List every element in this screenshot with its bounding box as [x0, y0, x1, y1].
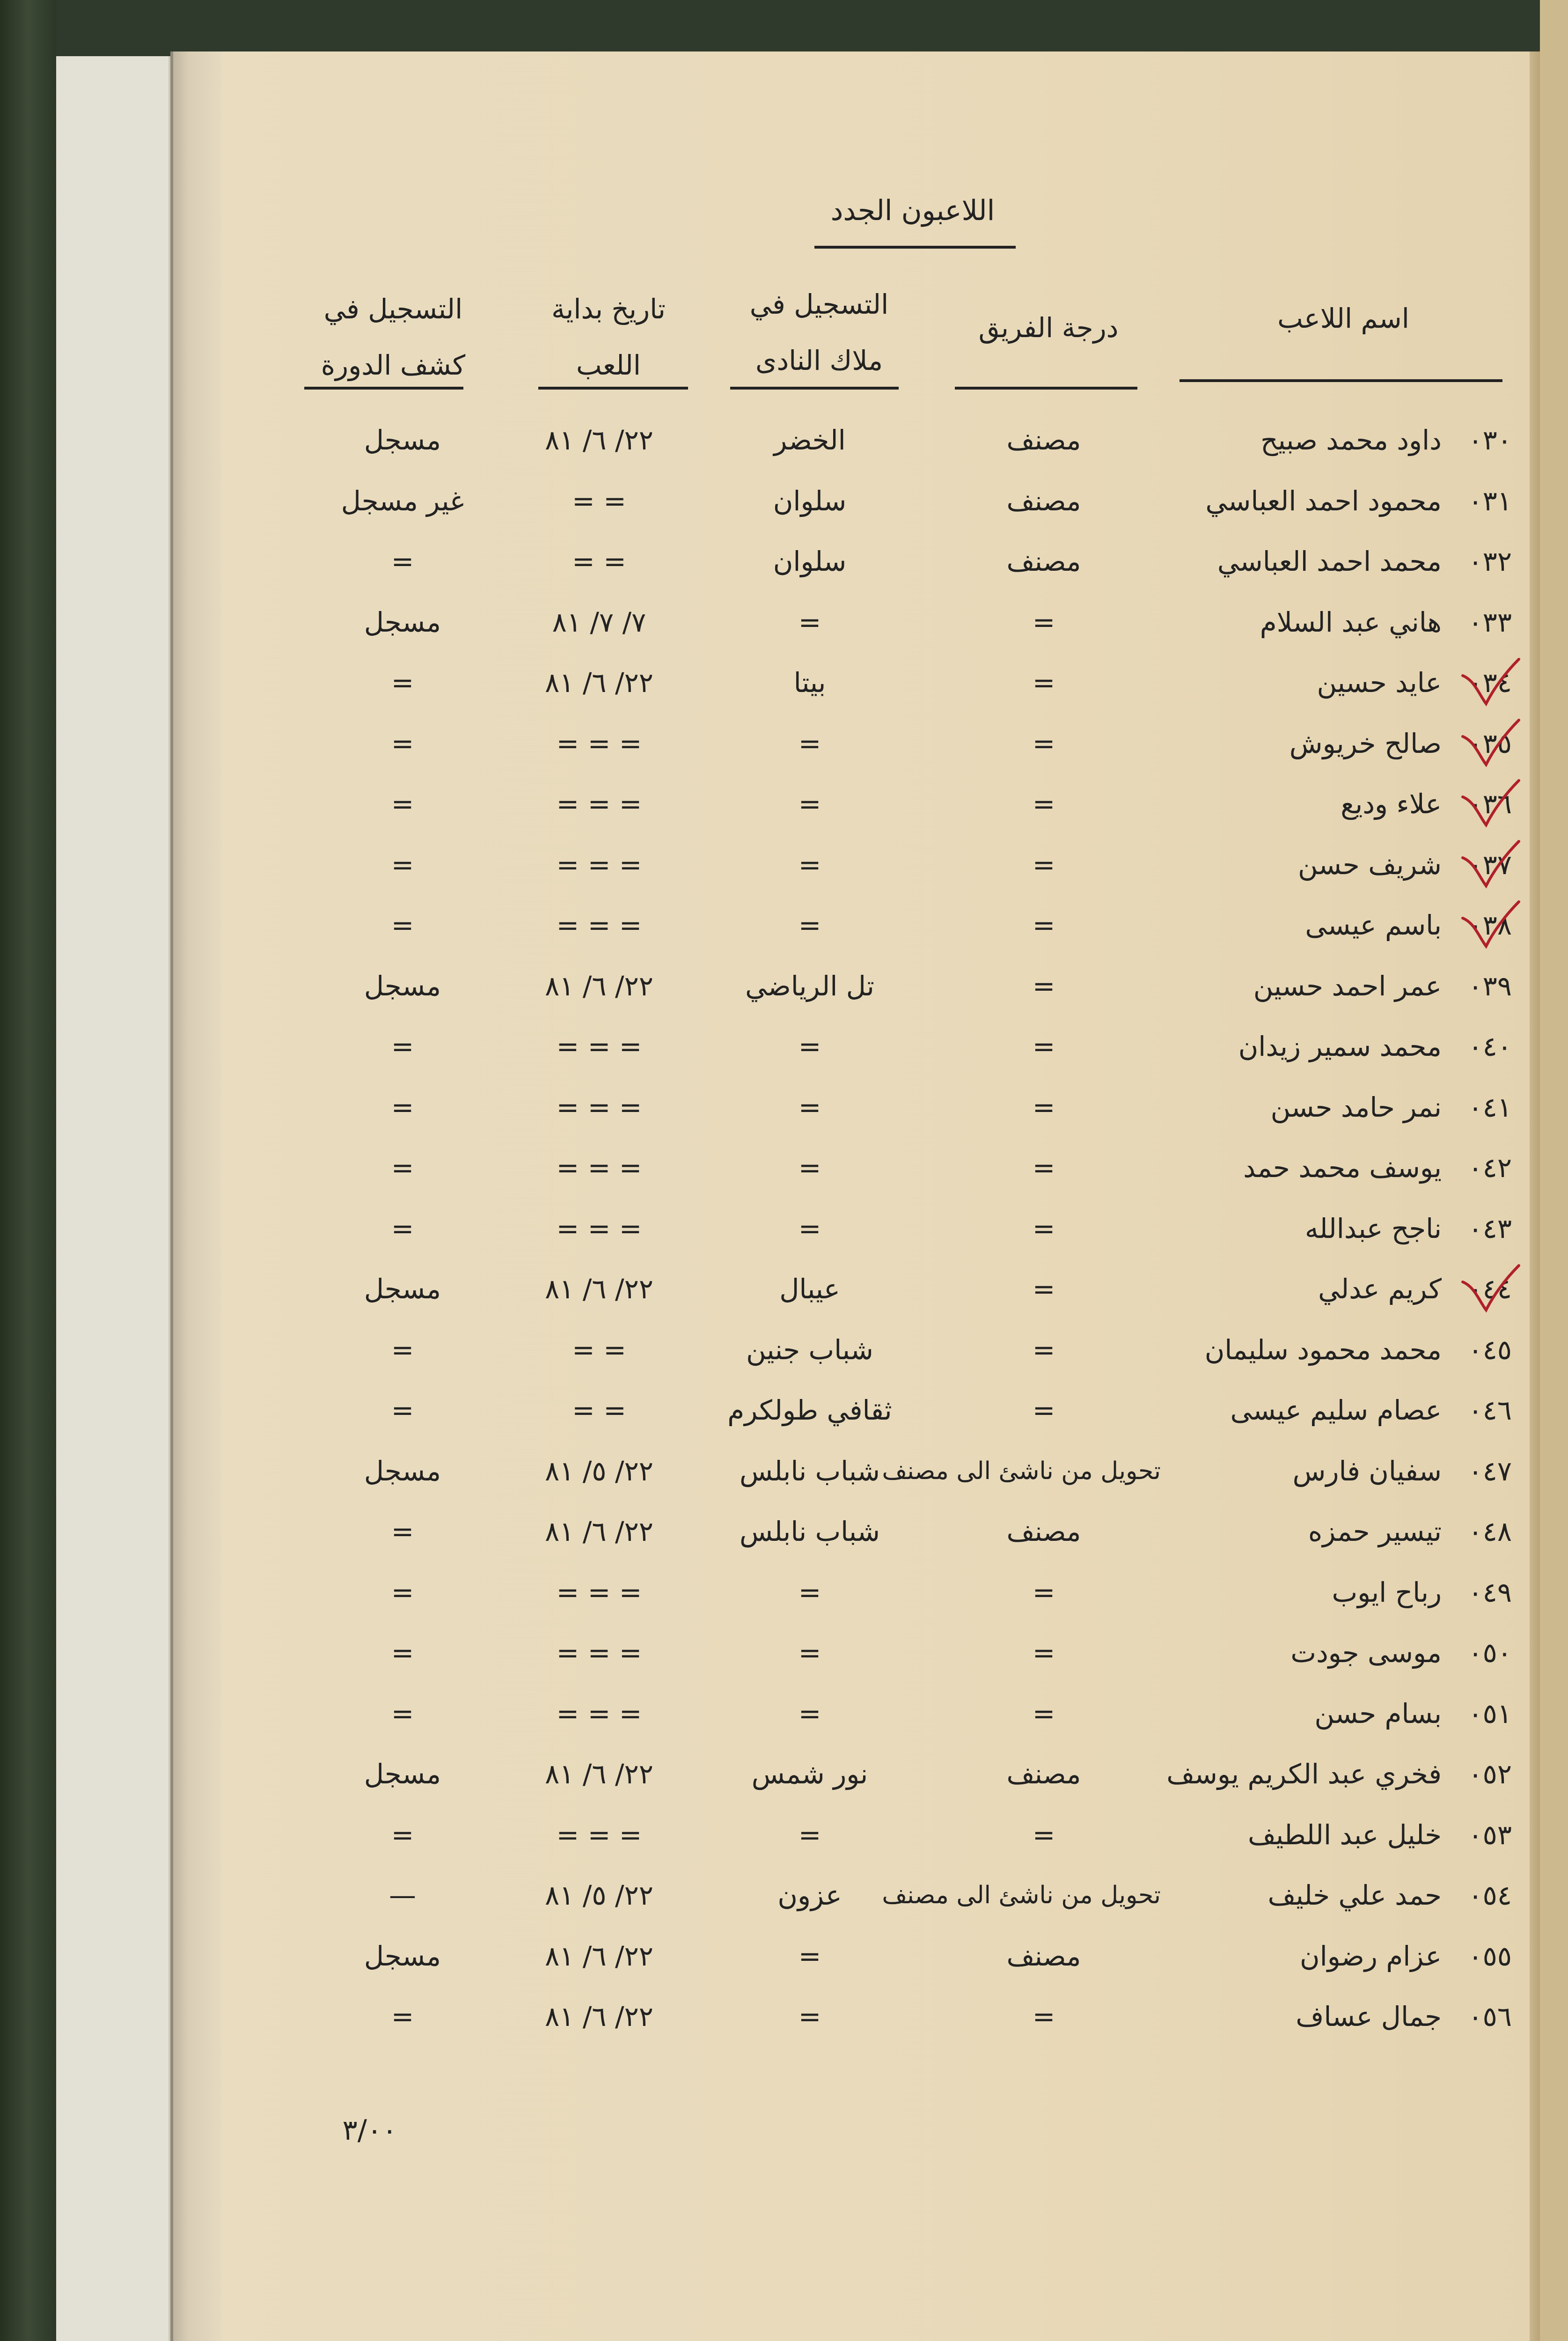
start-date: = = =: [556, 1213, 642, 1244]
red-check-mark: [1460, 718, 1521, 769]
club-registration: شباب نابلس: [740, 1516, 880, 1547]
club-registration: تل الرياضي: [745, 970, 874, 1002]
player-name: كريم عدلي: [1318, 1273, 1442, 1305]
league-registration: =: [391, 667, 414, 699]
team-grade: مصنف: [1006, 1516, 1081, 1547]
start-date: = = =: [556, 1637, 642, 1669]
start-date: = = =: [556, 1698, 642, 1730]
row-number: ٠٣٥: [1468, 728, 1512, 759]
club-registration: =: [798, 2001, 821, 2032]
team-grade: =: [1032, 849, 1055, 881]
row-number: ٠٥٥: [1468, 1940, 1512, 1972]
row-number: ٠٣٣: [1468, 606, 1512, 638]
team-grade: =: [1032, 1091, 1055, 1123]
league-registration: مسجل: [364, 606, 441, 638]
row-number: ٠٤١: [1468, 1091, 1512, 1123]
league-registration: =: [391, 849, 414, 881]
start-date: = = =: [556, 1576, 642, 1608]
player-name: علاء وديع: [1341, 788, 1442, 820]
club-registration: بيتا: [793, 667, 826, 699]
league-registration: =: [391, 1698, 414, 1730]
team-grade: مصنف: [1006, 1940, 1081, 1972]
club-registration: =: [798, 1091, 821, 1123]
start-date: = =: [572, 485, 626, 517]
league-registration: مسجل: [364, 1758, 441, 1790]
league-registration: مسجل: [364, 970, 441, 1002]
header-reg-line1: التسجيل في: [323, 293, 463, 325]
player-name: عمر احمد حسين: [1253, 970, 1442, 1002]
club-registration: =: [798, 849, 821, 881]
league-registration: =: [391, 788, 414, 820]
start-date: ٢٢/ ٥/ ٨١: [545, 1455, 653, 1487]
player-name: محمد احمد العباسي: [1217, 545, 1442, 577]
club-registration: شباب جنين: [746, 1334, 873, 1366]
team-grade: مصنف: [1006, 545, 1081, 577]
team-grade: =: [1032, 1394, 1055, 1426]
player-name: هاني عبد السلام: [1260, 606, 1442, 638]
team-grade: =: [1032, 909, 1055, 941]
club-registration: =: [798, 1819, 821, 1851]
league-registration: =: [391, 1091, 414, 1123]
league-registration: غير مسجل: [341, 485, 464, 517]
title-underline: [814, 246, 1016, 249]
book-cover-edge: [1540, 0, 1568, 2341]
row-number: ٠٣١: [1468, 485, 1512, 517]
book-cover-spine: [0, 0, 56, 2341]
start-date: ٢٢/ ٦/ ٨١: [545, 2001, 653, 2032]
player-name: يوسف محمد حمد: [1243, 1152, 1442, 1184]
header-date-underline: [538, 387, 688, 390]
player-name: شريف حسن: [1298, 849, 1442, 881]
player-name: داود محمد صبيح: [1260, 424, 1442, 456]
team-grade: تحويل من ناشئ الى مصنف: [882, 1457, 1161, 1485]
header-date-line1: تاريخ بداية: [551, 293, 666, 325]
header-grade-underline: [955, 387, 1137, 390]
team-grade: =: [1032, 1152, 1055, 1184]
team-grade: =: [1032, 606, 1055, 638]
league-registration: =: [391, 1576, 414, 1608]
player-name: عايد حسين: [1317, 667, 1442, 699]
endpaper: [56, 56, 170, 2341]
club-registration: =: [798, 728, 821, 759]
row-number: ٠٤٥: [1468, 1334, 1512, 1366]
header-date-line2: اللعب: [576, 349, 641, 381]
club-registration: =: [798, 1213, 821, 1244]
league-registration: =: [391, 1031, 414, 1062]
row-number: ٠٣٩: [1468, 970, 1512, 1002]
team-grade: =: [1032, 1213, 1055, 1244]
start-date: = =: [572, 1394, 626, 1426]
footer-code: ٣/٠٠: [342, 2114, 397, 2147]
header-club-underline: [730, 387, 899, 390]
club-registration: نور شمس: [751, 1758, 868, 1790]
team-grade: تحويل من ناشئ الى مصنف: [882, 1881, 1161, 1909]
team-grade: =: [1032, 1819, 1055, 1851]
row-number: ٠٤٦: [1468, 1394, 1512, 1426]
player-name: خليل عبد اللطيف: [1247, 1819, 1442, 1851]
team-grade: =: [1032, 1031, 1055, 1062]
league-registration: مسجل: [364, 1455, 441, 1487]
club-registration: =: [798, 909, 821, 941]
row-number: ٠٤٢: [1468, 1152, 1512, 1184]
team-grade: =: [1032, 788, 1055, 820]
team-grade: مصنف: [1006, 1758, 1081, 1790]
start-date: ٢٢/ ٦/ ٨١: [545, 970, 653, 1002]
player-name: جمال عساف: [1296, 2001, 1442, 2032]
club-registration: سلوان: [773, 485, 847, 517]
player-name: باسم عيسى: [1305, 909, 1442, 941]
row-number: ٠٥١: [1468, 1698, 1512, 1730]
header-name-underline: [1180, 379, 1502, 382]
club-registration: عزون: [777, 1879, 842, 1911]
start-date: ٢٢/ ٦/ ٨١: [545, 1758, 653, 1790]
player-name: رباح ايوب: [1332, 1576, 1442, 1608]
league-registration: =: [391, 1516, 414, 1547]
start-date: = = =: [556, 1152, 642, 1184]
start-date: ٢٢/ ٦/ ٨١: [545, 1273, 653, 1305]
team-grade: =: [1032, 1334, 1055, 1366]
row-number: ٠٤٤: [1468, 1273, 1512, 1305]
club-registration: عيبال: [779, 1273, 840, 1305]
start-date: = = =: [556, 1031, 642, 1062]
club-registration: =: [798, 788, 821, 820]
player-name: عزام رضوان: [1300, 1940, 1442, 1972]
start-date: = = =: [556, 728, 642, 759]
start-date: ٢٢/ ٦/ ٨١: [545, 667, 653, 699]
page-edge: [1530, 52, 1540, 2341]
row-number: ٠٥٣: [1468, 1819, 1512, 1851]
league-registration: =: [391, 1334, 414, 1366]
header-reg-underline: [304, 387, 463, 390]
player-name: صالح خريوش: [1289, 728, 1442, 759]
book-cover-top: [0, 0, 1568, 52]
player-name: سفيان فارس: [1292, 1455, 1442, 1487]
club-registration: =: [798, 1698, 821, 1730]
player-name: محمود احمد العباسي: [1205, 485, 1442, 517]
red-check-mark: [1460, 778, 1521, 830]
league-registration: مسجل: [364, 1273, 441, 1305]
league-registration: مسجل: [364, 424, 441, 456]
start-date: ٧/ ٧/ ٨١: [552, 606, 646, 638]
row-number: ٠٤٣: [1468, 1213, 1512, 1244]
row-number: ٠٤٧: [1468, 1455, 1512, 1487]
header-reg-line2: كشف الدورة: [321, 349, 466, 381]
club-registration: شباب نابلس: [740, 1455, 880, 1487]
team-grade: =: [1032, 1576, 1055, 1608]
page-gutter: [170, 52, 225, 2341]
start-date: = = =: [556, 909, 642, 941]
row-number: ٠٥٠: [1468, 1637, 1512, 1669]
row-number: ٠٣٧: [1468, 849, 1512, 881]
league-registration: =: [391, 1819, 414, 1851]
row-number: ٠٣٤: [1468, 667, 1512, 699]
club-registration: =: [798, 606, 821, 638]
league-registration: =: [391, 1152, 414, 1184]
row-number: ٠٥٦: [1468, 2001, 1512, 2032]
red-check-mark: [1460, 1263, 1521, 1315]
red-check-mark: [1460, 657, 1521, 708]
team-grade: =: [1032, 728, 1055, 759]
start-date: ٢٢/ ٦/ ٨١: [545, 424, 653, 456]
team-grade: =: [1032, 1698, 1055, 1730]
player-name: بسام حسن: [1314, 1698, 1442, 1730]
player-name: تيسير حمزه: [1308, 1516, 1442, 1547]
player-name: موسى جودت: [1290, 1637, 1442, 1669]
team-grade: مصنف: [1006, 424, 1081, 456]
league-registration: مسجل: [364, 1940, 441, 1972]
header-name: اسم اللاعب: [1277, 302, 1409, 334]
player-name: نمر حامد حسن: [1270, 1091, 1442, 1123]
start-date: = = =: [556, 849, 642, 881]
club-registration: سلوان: [773, 545, 847, 577]
header-grade: درجة الفريق: [978, 312, 1119, 344]
row-number: ٠٤٨: [1468, 1516, 1512, 1547]
league-registration: =: [391, 1213, 414, 1244]
header-club-line2: ملاك النادى: [755, 345, 883, 376]
player-name: فخري عبد الكريم يوسف: [1166, 1758, 1442, 1790]
start-date: = = =: [556, 788, 642, 820]
club-registration: =: [798, 1576, 821, 1608]
header-club-line1: التسجيل في: [749, 288, 889, 320]
row-number: ٠٤٩: [1468, 1576, 1512, 1608]
league-registration: =: [391, 1394, 414, 1426]
team-grade: مصنف: [1006, 485, 1081, 517]
start-date: = =: [572, 545, 626, 577]
team-grade: =: [1032, 970, 1055, 1002]
start-date: = = =: [556, 1819, 642, 1851]
team-grade: =: [1032, 1637, 1055, 1669]
player-name: محمد محمود سليمان: [1204, 1334, 1442, 1366]
row-number: ٠٤٠: [1468, 1031, 1512, 1062]
league-registration: =: [391, 545, 414, 577]
league-registration: =: [391, 728, 414, 759]
start-date: = =: [572, 1334, 626, 1366]
league-registration: =: [391, 2001, 414, 2032]
row-number: ٠٣٦: [1468, 788, 1512, 820]
row-number: ٠٥٢: [1468, 1758, 1512, 1790]
player-name: محمد سمير زيدان: [1238, 1031, 1442, 1062]
start-date: ٢٢/ ٦/ ٨١: [545, 1516, 653, 1547]
club-registration: =: [798, 1940, 821, 1972]
row-number: ٠٣٨: [1468, 909, 1512, 941]
player-name: حمد علي خليف: [1268, 1879, 1442, 1911]
red-check-mark: [1460, 899, 1521, 951]
start-date: ٢٢/ ٥/ ٨١: [545, 1879, 653, 1911]
club-registration: =: [798, 1152, 821, 1184]
club-registration: =: [798, 1637, 821, 1669]
red-check-mark: [1460, 839, 1521, 891]
club-registration: ثقافي طولكرم: [727, 1394, 892, 1426]
row-number: ٠٣٢: [1468, 545, 1512, 577]
league-registration: =: [391, 1637, 414, 1669]
club-registration: =: [798, 1031, 821, 1062]
row-number: ٠٣٠: [1468, 424, 1512, 456]
page-title: اللاعبون الجدد: [830, 194, 995, 227]
league-registration: =: [391, 909, 414, 941]
club-registration: الخضر: [774, 424, 846, 456]
player-name: عصام سليم عيسى: [1230, 1394, 1442, 1426]
team-grade: =: [1032, 2001, 1055, 2032]
league-registration: —: [389, 1879, 416, 1911]
row-number: ٠٥٤: [1468, 1879, 1512, 1911]
start-date: = = =: [556, 1091, 642, 1123]
team-grade: =: [1032, 667, 1055, 699]
start-date: ٢٢/ ٦/ ٨١: [545, 1940, 653, 1972]
player-name: ناجح عبدالله: [1304, 1213, 1442, 1244]
team-grade: =: [1032, 1273, 1055, 1305]
